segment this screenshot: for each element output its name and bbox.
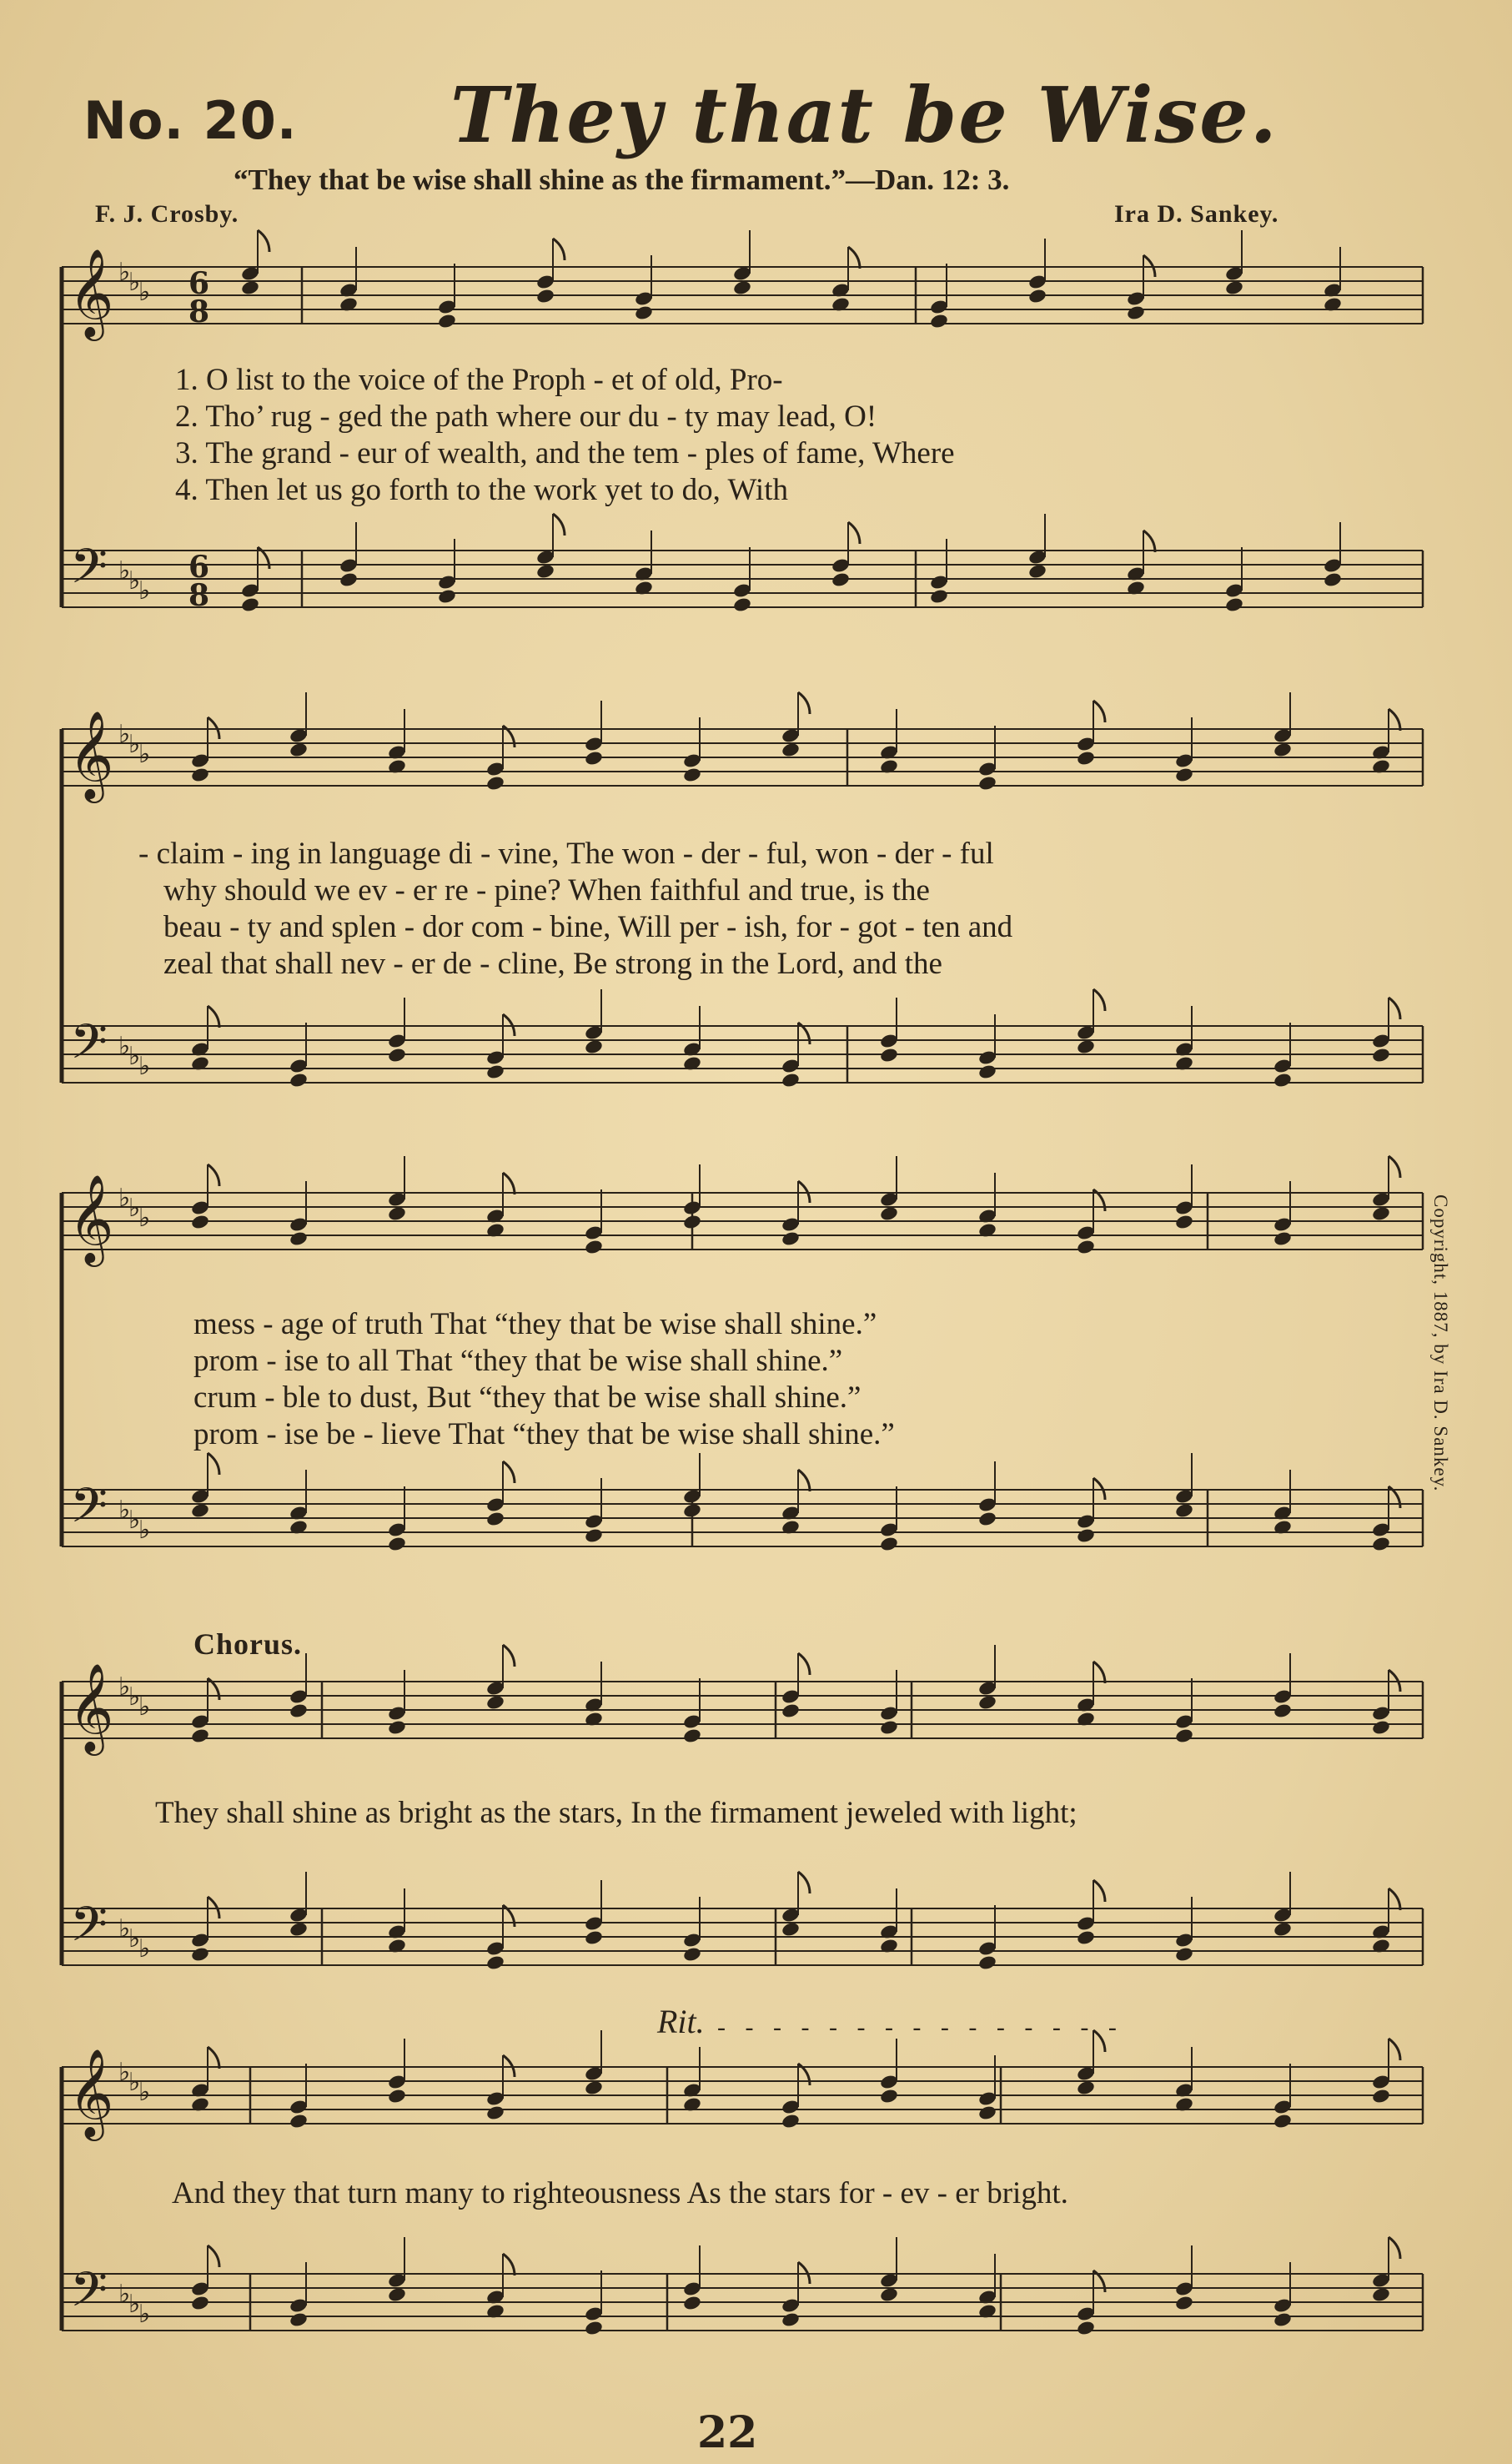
treble-clef: 𝄞 [68,1174,114,1263]
note-head [1323,571,1343,588]
note-head [289,1072,309,1089]
bass-clef: 𝄢 [70,1477,108,1546]
note-head [929,588,949,605]
note-head [289,1230,309,1247]
ritardando-marking: Rit. [657,2003,705,2040]
flat-sign: ♭ [118,2280,131,2309]
ritardando-extension: - - - - - - - - - - - - - - - [717,2014,1123,2041]
note-head [682,2295,702,2311]
note-head [1174,1727,1194,1744]
note-head [1371,1047,1391,1064]
flat-sign: ♭ [118,1914,131,1944]
note-head [584,2079,604,2096]
flat-sign: ♭ [128,2290,141,2319]
page-number: 22 [697,2407,758,2458]
note-head [634,304,654,321]
verse-1-line-3: mess - age of truth That “they that be wise shall shine.” [193,1307,877,1341]
note-head [879,2286,899,2303]
note-flag [208,1006,219,1028]
note-flag [848,522,860,544]
note-flag [208,1453,219,1475]
note-flag [1093,989,1105,1011]
note-flag [1389,2039,1400,2060]
note-flag [1093,1880,1105,1902]
note-head [682,1214,702,1230]
flat-sign: ♭ [138,2078,151,2107]
flat-sign: ♭ [128,1682,141,1712]
note-head [1174,1946,1194,1963]
note-flag [258,230,269,252]
note-head [879,1047,899,1064]
flat-sign: ♭ [118,2058,131,2087]
time-signature: 6 [188,266,210,301]
note-head [437,588,457,605]
note-head [879,2088,899,2104]
note-head [289,1702,309,1719]
note-head [190,1214,210,1230]
note-head [1273,742,1293,758]
note-head [584,750,604,767]
note-head [781,742,801,758]
treble-clef: 𝄞 [68,2048,114,2137]
note-flag [798,1872,810,1893]
note-head [485,1511,505,1527]
note-head [1126,304,1146,321]
note-head [584,1929,604,1946]
note-head [732,596,752,613]
flat-sign: ♭ [128,1194,141,1223]
bass-clef: 𝄢 [70,1013,108,1082]
note-head [1076,2079,1096,2096]
verse-3-line-1: 3. The grand - eur of wealth, and the tem - ples of fame, Where [175,436,955,470]
note-head [535,288,555,304]
bass-clef: 𝄢 [70,2261,108,2330]
note-head [387,1047,407,1064]
flat-sign: ♭ [138,576,151,606]
chorus-line-1: They shall shine as bright as the stars, In the firmament jeweled with light; [155,1796,1077,1830]
flat-sign: ♭ [118,1496,131,1525]
note-head [977,775,997,792]
flat-sign: ♭ [118,1672,131,1702]
verse-3-line-3: crum - ble to dust, But “they that be wise shall shine.” [193,1380,861,1415]
flat-sign: ♭ [138,1516,151,1545]
flat-sign: ♭ [128,268,141,297]
note-flag [1389,1888,1400,1910]
note-head [1174,767,1194,783]
note-head [781,1230,801,1247]
scripture-epigraph: “They that be wise shall shine as the firmament.”—Dan. 12: 3. [234,163,1010,196]
hymn-number: No. 20. [83,90,298,151]
note-head [1224,596,1244,613]
flat-sign: ♭ [118,258,131,287]
note-flag [1093,1662,1105,1683]
note-head [977,1694,997,1711]
note-flag [503,2254,515,2275]
note-head [485,2104,505,2121]
flat-sign: ♭ [138,278,151,307]
chorus-label: Chorus. [193,1627,303,1661]
chorus-line-2: And they that turn many to righteousness As the stars for - ev - er bright. [172,2176,1068,2210]
note-flag [1389,709,1400,731]
copyright-notice: Copyright, 1887, by Ira D. Sankey. [1430,1194,1451,1492]
note-flag [1389,2237,1400,2259]
flat-sign: ♭ [118,1032,131,1061]
flat-sign: ♭ [128,1924,141,1954]
note-head [289,1921,309,1938]
note-head [1174,1502,1194,1519]
note-head [1174,1214,1194,1230]
note-head [387,2088,407,2104]
note-head [485,1064,505,1080]
note-head [1076,1239,1096,1255]
note-head [387,1719,407,1736]
note-head [781,2311,801,2328]
note-head [1273,1230,1293,1247]
note-flag [798,1653,810,1675]
note-flag [798,692,810,714]
verse-2-line-1: 2. Tho’ rug - ged the path where our du - ty may lead, O! [175,400,877,434]
flat-sign: ♭ [138,1934,151,1964]
note-head [1076,1038,1096,1055]
note-head [1371,2286,1391,2303]
note-head [977,2104,997,2121]
note-head [1371,2088,1391,2104]
verse-2-line-3: prom - ise to all That “they that be wise shall shine.” [193,1344,843,1378]
note-head [977,1064,997,1080]
note-head [1273,1921,1293,1938]
note-flag [553,514,565,536]
note-head [387,1205,407,1222]
note-head [1027,288,1047,304]
note-head [387,1536,407,1552]
note-flag [503,1173,515,1194]
note-flag [208,2245,219,2267]
note-head [831,571,851,588]
note-flag [208,1164,219,1186]
note-head [879,1536,899,1552]
note-head [584,1527,604,1544]
note-flag [1389,1156,1400,1178]
note-head [485,1954,505,1971]
note-head [190,767,210,783]
note-head [732,279,752,296]
note-flag [1143,531,1155,552]
note-head [1174,2295,1194,2311]
flat-sign: ♭ [138,1052,151,1081]
note-head [977,1511,997,1527]
note-head [240,596,260,613]
time-signature: 6 [188,550,210,585]
lyricist-credit: F. J. Crosby. [95,200,239,228]
flat-sign: ♭ [118,1184,131,1213]
note-flag [848,247,860,269]
note-head [485,775,505,792]
note-head [781,2113,801,2130]
note-head [584,1038,604,1055]
note-head [1273,2113,1293,2130]
note-head [584,2320,604,2336]
note-head [1027,563,1047,580]
note-head [584,1239,604,1255]
verse-1-line-1: 1. O list to the voice of the Proph - et of old, Pro- [175,363,783,397]
flat-sign: ♭ [128,2068,141,2097]
treble-clef: 𝄞 [68,710,114,799]
note-head [1371,1536,1391,1552]
note-flag [553,239,565,260]
note-flag [503,1645,515,1667]
verse-3-line-2: beau - ty and splen - dor com - bine, Will per - ish, for - got - ten and [163,910,1013,944]
note-head [289,742,309,758]
verse-1-line-2: - claim - ing in language di - vine, The won - der - ful, won - der - ful [138,837,994,871]
flat-sign: ♭ [118,720,131,749]
verse-4-line-1: 4. Then let us go forth to the work yet to do, With [175,473,788,507]
note-head [1076,1527,1096,1544]
note-head [682,1502,702,1519]
note-head [1076,750,1096,767]
flat-sign: ♭ [128,730,141,759]
flat-sign: ♭ [118,556,131,586]
note-head [879,1719,899,1736]
note-flag [1093,701,1105,722]
note-head [289,2311,309,2328]
note-head [781,1702,801,1719]
note-head [535,563,555,580]
note-head [781,1921,801,1938]
flat-sign: ♭ [128,1506,141,1535]
flat-sign: ♭ [138,2300,151,2329]
note-head [190,1946,210,1963]
treble-clef: 𝄞 [68,248,114,337]
note-head [190,1502,210,1519]
bass-clef: 𝄢 [70,538,108,606]
note-head [387,2286,407,2303]
time-signature: 8 [188,578,210,613]
note-head [190,2295,210,2311]
note-head [1371,1205,1391,1222]
verse-4-line-2: zeal that shall nev - er de - cline, Be strong in the Lord, and the [163,947,942,981]
note-head [1273,2311,1293,2328]
flat-sign: ♭ [128,566,141,596]
note-head [682,767,702,783]
verse-4-line-3: prom - ise be - lieve That “they that be wise shall shine.” [193,1417,895,1451]
note-head [1224,279,1244,296]
note-head [190,1727,210,1744]
note-head [240,279,260,296]
flat-sign: ♭ [128,1042,141,1071]
note-flag [503,1461,515,1483]
note-head [879,1205,899,1222]
note-head [1273,1702,1293,1719]
note-head [339,571,359,588]
note-flag [798,1470,810,1491]
note-head [485,1694,505,1711]
note-head [1371,1719,1391,1736]
note-head [781,1072,801,1089]
note-head [437,313,457,329]
note-head [1076,2320,1096,2336]
note-flag [1389,998,1400,1019]
note-flag [208,2047,219,2069]
composer-credit: Ira D. Sankey. [1114,200,1279,228]
note-head [289,2113,309,2130]
note-head [929,313,949,329]
note-head [682,1727,702,1744]
flat-sign: ♭ [138,740,151,769]
bass-clef: 𝄢 [70,1896,108,1964]
flat-sign: ♭ [138,1204,151,1233]
note-head [977,1954,997,1971]
note-head [1076,1929,1096,1946]
hymn-title: They that be Wise. [450,70,1278,160]
verse-2-line-2: why should we ev - er re - pine? When faithful and true, is the [163,873,930,908]
treble-clef: 𝄞 [68,1662,114,1752]
flat-sign: ♭ [138,1692,151,1722]
note-head [682,1946,702,1963]
note-head [1273,1072,1293,1089]
time-signature: 8 [188,294,210,329]
